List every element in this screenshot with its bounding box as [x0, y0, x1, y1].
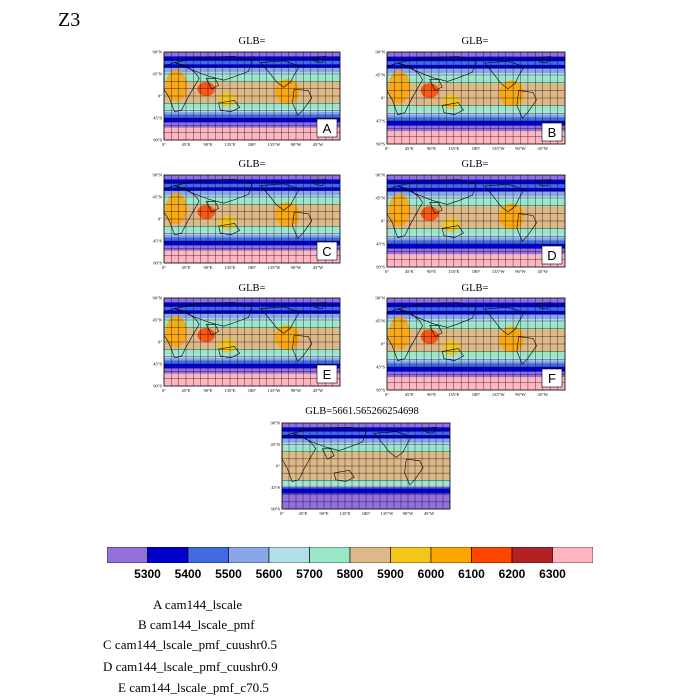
- panel-title-e: GLB=: [238, 283, 266, 294]
- lon-tick-label: 90°E: [426, 146, 437, 151]
- lat-tick-label: 45°S: [153, 238, 162, 244]
- lon-tick-label: 45°E: [298, 511, 308, 516]
- lon-tick-label: 45°W: [312, 142, 324, 147]
- lon-tick-label: 135°W: [267, 142, 281, 147]
- contour-hotspot: [197, 82, 215, 96]
- lon-tick-label: 90°E: [203, 142, 213, 147]
- legend-line-a: A cam144_lscale: [153, 597, 243, 612]
- lat-tick-label: 90°S: [271, 506, 280, 512]
- contour-hotspot: [275, 202, 300, 227]
- colorbar-swatch: [148, 547, 189, 563]
- colorbar-swatch: [188, 547, 229, 563]
- lat-tick-label: 45°S: [376, 118, 385, 124]
- contour-hotspot: [442, 340, 460, 355]
- lon-tick-label: 135°W: [491, 392, 505, 397]
- contour-hotspot: [389, 193, 410, 226]
- lon-tick-label: 180°: [361, 511, 371, 516]
- lat-tick-label: 90°N: [375, 49, 385, 55]
- lon-tick-label: 45°W: [312, 265, 324, 270]
- lon-tick-label: 135°E: [448, 269, 460, 274]
- map-panel-a: [150, 50, 342, 150]
- colorbar-tick-label: 5800: [336, 567, 364, 581]
- contour-hotspot: [197, 205, 215, 219]
- panel-title-f: GLB=: [461, 283, 489, 294]
- lon-tick-label: 180°: [471, 392, 481, 397]
- legend-line-c: C cam144_lscale_pmf_cuushr0.5: [103, 637, 278, 652]
- lat-tick-label: 90°S: [376, 264, 385, 270]
- lon-tick-label: 180°: [247, 388, 257, 393]
- panel-title-c: GLB=: [238, 159, 266, 170]
- colorbar-swatch: [229, 547, 270, 563]
- lon-tick-label: 45°E: [181, 265, 191, 270]
- lon-tick-label: 45°W: [423, 511, 435, 516]
- map-panel-mean: [268, 421, 452, 519]
- panel-title-a: GLB=: [238, 36, 266, 47]
- lon-tick-label: 0°: [161, 265, 167, 270]
- contour-hotspot: [389, 70, 410, 103]
- legend-line-d: D cam144_lscale_pmf_cuushr0.9: [103, 659, 278, 674]
- map-panel-f: [373, 296, 567, 400]
- map-panel-d: [373, 173, 567, 277]
- panel-title-mean: GLB=5661.565266254698: [305, 406, 419, 417]
- colorbar-swatch: [107, 547, 148, 563]
- lat-tick-label: 90°S: [153, 260, 162, 266]
- contour-hotspot: [499, 81, 524, 107]
- contour-hotspot: [421, 329, 439, 344]
- lon-tick-label: 90°W: [402, 511, 414, 516]
- map-panel-e: [150, 296, 342, 396]
- lon-tick-label: 180°: [471, 146, 481, 151]
- lon-tick-label: 90°E: [426, 269, 437, 274]
- lat-tick-label: 90°S: [376, 141, 385, 147]
- page-title: Z3: [58, 9, 81, 31]
- lat-tick-label: 0°: [380, 218, 385, 224]
- lon-tick-label: 90°W: [515, 392, 526, 397]
- lat-tick-label: 45°N: [375, 72, 385, 78]
- lat-tick-label: 90°S: [153, 383, 162, 389]
- colorbar-swatch: [431, 547, 472, 563]
- lon-tick-label: 90°W: [515, 269, 526, 274]
- lon-tick-label: 90°E: [203, 388, 213, 393]
- lat-tick-label: 0°: [380, 341, 385, 347]
- lat-tick-label: 0°: [380, 95, 385, 101]
- lat-tick-label: 45°S: [376, 364, 385, 370]
- lon-tick-label: 180°: [247, 142, 257, 147]
- panel-letter: A: [322, 121, 332, 136]
- colorbar-tick-label: 5700: [296, 567, 323, 581]
- colorbar-tick-label: 6000: [417, 567, 445, 581]
- lat-tick-label: 90°S: [376, 387, 385, 393]
- lon-tick-label: 0°: [384, 269, 390, 274]
- colorbar-swatch: [391, 547, 432, 563]
- lon-tick-label: 45°W: [537, 146, 549, 151]
- lon-tick-label: 90°W: [515, 146, 526, 151]
- lon-tick-label: 45°W: [537, 269, 549, 274]
- contour-hotspot: [275, 325, 300, 350]
- contour-hotspot: [166, 316, 187, 348]
- lon-tick-label: 135°E: [448, 146, 460, 151]
- lon-tick-label: 0°: [161, 142, 167, 147]
- lon-tick-label: 0°: [161, 388, 167, 393]
- contour-hotspot: [442, 217, 460, 232]
- lat-tick-label: 90°N: [375, 295, 385, 301]
- lon-tick-label: 135°W: [491, 269, 505, 274]
- lon-tick-label: 90°W: [290, 142, 302, 147]
- contour-hotspot: [442, 94, 460, 109]
- lat-tick-label: 45°N: [152, 194, 162, 200]
- lon-tick-label: 135°W: [267, 265, 281, 270]
- contour-hotspot: [275, 79, 300, 104]
- lon-tick-label: 135°E: [224, 142, 236, 147]
- lat-tick-label: 45°N: [270, 442, 280, 447]
- lon-tick-label: 135°W: [380, 511, 394, 516]
- contour-hotspot: [421, 83, 439, 98]
- colorbar-swatch: [350, 547, 391, 563]
- lat-tick-label: 90°S: [153, 137, 162, 143]
- lon-tick-label: 135°W: [267, 388, 281, 393]
- lat-tick-label: 0°: [157, 216, 162, 222]
- map-panel-c: [150, 173, 342, 273]
- lat-tick-label: 0°: [157, 339, 162, 345]
- contour-hotspot: [499, 204, 524, 230]
- lat-tick-label: 0°: [275, 463, 280, 469]
- lat-tick-label: 90°N: [270, 420, 280, 426]
- lon-tick-label: 45°E: [404, 269, 414, 274]
- legend-line-e: E cam144_lscale_pmf_c70.5: [118, 680, 269, 695]
- lat-tick-label: 90°N: [152, 172, 162, 178]
- colorbar-tick-label: 6100: [458, 567, 485, 581]
- lat-tick-label: 45°S: [271, 485, 280, 490]
- lon-tick-label: 0°: [279, 511, 285, 516]
- lon-tick-label: 45°E: [404, 392, 414, 397]
- colorbar-swatch: [512, 547, 553, 563]
- contour-hotspot: [389, 316, 410, 349]
- contour-hotspot: [421, 206, 439, 221]
- lon-tick-label: 90°W: [290, 388, 302, 393]
- colorbar-tick-label: 5600: [255, 567, 283, 581]
- panel-letter: F: [548, 371, 556, 386]
- lon-tick-label: 45°E: [404, 146, 414, 151]
- legend-line-b: B cam144_lscale_pmf: [138, 617, 255, 632]
- panel-letter: D: [547, 248, 557, 263]
- colorbar-swatch: [310, 547, 351, 563]
- lon-tick-label: 135°E: [224, 265, 236, 270]
- lat-tick-label: 90°N: [152, 295, 162, 301]
- colorbar-tick-label: 5500: [215, 567, 242, 581]
- lon-tick-label: 180°: [471, 269, 481, 274]
- lat-tick-label: 45°N: [152, 317, 162, 323]
- contour-hotspot: [219, 215, 237, 229]
- lon-tick-label: 45°W: [537, 392, 549, 397]
- colorbar-tick-label: 5300: [134, 567, 161, 581]
- panel-letter: E: [322, 367, 332, 382]
- lon-tick-label: 180°: [247, 265, 257, 270]
- lat-tick-label: 45°S: [153, 361, 162, 367]
- contour-hotspot: [219, 338, 237, 352]
- lon-tick-label: 45°E: [181, 142, 191, 147]
- lat-tick-label: 0°: [157, 93, 162, 99]
- lat-tick-label: 90°N: [152, 49, 162, 55]
- panel-title-b: GLB=: [461, 36, 489, 47]
- lon-tick-label: 90°W: [290, 265, 302, 270]
- colorbar-swatch: [472, 547, 513, 563]
- contour-hotspot: [219, 92, 237, 106]
- lon-tick-label: 0°: [384, 392, 390, 397]
- lat-tick-label: 45°N: [375, 195, 385, 201]
- lat-tick-label: 90°N: [375, 172, 385, 178]
- colorbar-swatch: [269, 547, 310, 563]
- lat-tick-label: 45°N: [152, 71, 162, 77]
- colorbar-tick-label: 6200: [498, 567, 526, 581]
- colorbar-tick-label: 5400: [174, 567, 202, 581]
- lon-tick-label: 90°E: [426, 392, 437, 397]
- lon-tick-label: 90°E: [203, 265, 213, 270]
- lon-tick-label: 135°W: [491, 146, 505, 151]
- lat-tick-label: 45°N: [375, 318, 385, 324]
- colorbar-tick-label: 6300: [539, 567, 566, 581]
- lon-tick-label: 0°: [384, 146, 390, 151]
- lon-tick-label: 135°E: [224, 388, 236, 393]
- lat-tick-label: 45°S: [153, 115, 162, 121]
- map-panel-b: [373, 50, 567, 154]
- lon-tick-label: 135°E: [339, 511, 351, 516]
- contour-hotspot: [499, 327, 524, 353]
- panel-title-d: GLB=: [461, 159, 489, 170]
- lon-tick-label: 90°E: [319, 511, 329, 516]
- colorbar-tick-label: 5900: [377, 567, 404, 581]
- panel-letter: C: [322, 244, 332, 259]
- contour-hotspot: [197, 328, 215, 342]
- lon-tick-label: 135°E: [448, 392, 460, 397]
- colorbar: [107, 547, 593, 563]
- lat-tick-label: 45°S: [376, 241, 385, 247]
- panel-letter: B: [547, 125, 557, 140]
- contour-hotspot: [166, 70, 187, 102]
- contour-hotspot: [166, 193, 187, 225]
- colorbar-swatch: [553, 547, 594, 563]
- lon-tick-label: 45°E: [181, 388, 191, 393]
- lon-tick-label: 45°W: [312, 388, 324, 393]
